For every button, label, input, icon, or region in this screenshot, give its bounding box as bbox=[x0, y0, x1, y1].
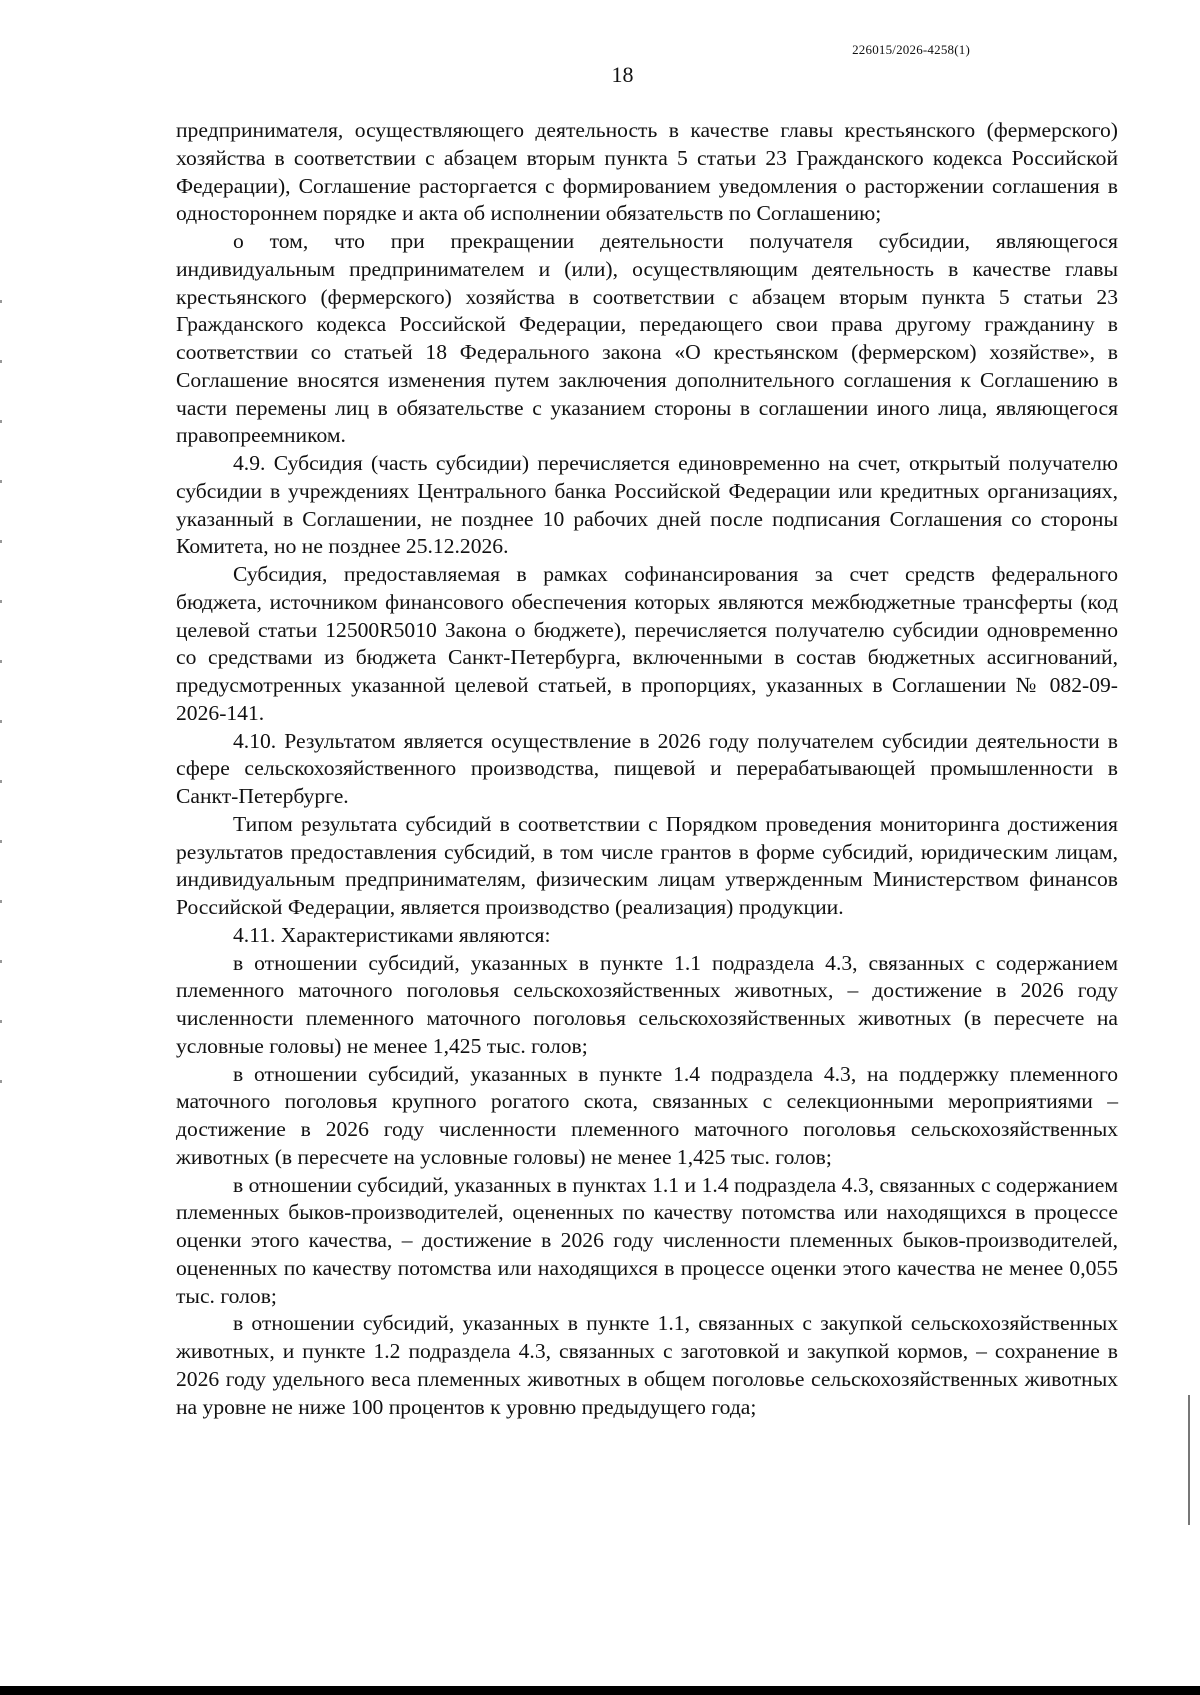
paragraph: в отношении субсидий, указанных в пункте 1.4 подраздела 4.3, на поддержку племенного маточного поголовья крупного рогатого скота, связанных с селекционными мероприятиями – достижение в 2026 году численности племенного маточного поголовья сельскохозяйственных животных (в пересчете на условные головы) не менее 1,425 тыс. голов; bbox=[176, 1061, 1118, 1169]
paragraph: Типом результата субсидий в соответствии с Порядком проведения мониторинга достижения результатов предоставления субсидий, в том числе грантов в форме субсидий, юридическим лицам, индивидуальным предпринимателям, физическим лицам утвержденным Министерством финансов Российской Федерации, является производство (реализация) продукции. bbox=[176, 811, 1118, 919]
paragraph: о том, что при прекращении деятельности получателя субсидии, являющегося индивидуальным предпринимателем и (или), осуществляющим деятельность в качестве главы крестьянского (фермерского) хозяйства в соответствии с абзацем вторым пункта 5 статьи 23 Гражданского кодекса Российской Федерации, передающего свои права другому гражданину в соответствии со статьей 18 Федерального закона «О крестьянском (фермерском) хозяйстве», в Соглашение вносятся изменения путем заключения дополнительного соглашения к Соглашению в части перемены лиц в обязательстве с указанием стороны в соглашении иного лица, являющегося правопреемником. bbox=[176, 229, 1118, 448]
paragraph: предпринимателя, осуществляющего деятельность в качестве главы крестьянского (фермерского) хозяйства в соответствии с абзацем вторым пункта 5 статьи 23 Гражданского кодекса Российской Федерации), Соглашение расторгается с формированием уведомления о расторжении соглашения в одностороннем порядке и акта об исполнении обязательств по Соглашению; bbox=[176, 118, 1118, 226]
paragraph: в отношении субсидий, указанных в пункте 1.1, связанных с закупкой сельскохозяйственных животных, и пункте 1.2 подраздела 4.3, связанных с заготовкой и закупкой кормов, – сохранение в 2026 году удельного веса племенных животных в общем поголовье сельскохозяйственных животных на уровне не ниже 100 процентов к уровню предыдущего года; bbox=[176, 1311, 1118, 1419]
scan-edge-artifact bbox=[1188, 1395, 1190, 1525]
paragraph: в отношении субсидий, указанных в пунктах 1.1 и 1.4 подраздела 4.3, связанных с содержанием племенных быков-производителей, оцененных по качеству потомства или находящихся в процессе оценки этого качества, – достижение в 2026 году численности племенных быков-производителей, оцененных по качеству потомства или находящихся в процессе оценки этого качества не менее 0,055 тыс. голов; bbox=[176, 1172, 1118, 1308]
paragraph-section-4-9: 4.9. Субсидия (часть субсидии) перечисляется единовременно на счет, открытый получателю субсидии в учреждениях Центрального банка Российской Федерации или кредитных организациях, указанный в Соглашении, не позднее 10 рабочих дней после подписания Соглашения со стороны Комитета, но не позднее 25.12.2026. bbox=[176, 451, 1118, 559]
paragraph-section-4-10: 4.10. Результатом является осуществление в 2026 году получателем субсидии деятельности в сфере сельскохозяйственного производства, пищевой и перерабатывающей промышленности в Санкт-Петербурге. bbox=[176, 728, 1118, 808]
paragraph: Субсидия, предоставляемая в рамках софинансирования за счет средств федерального бюджета, источником финансового обеспечения которых являются межбюджетные трансферты (код целевой статьи 12500R5010 Закона о бюджете), перечисляется получателю субсидии одновременно со средствами из бюджета Санкт-Петербурга, включенными в состав бюджетных ассигнований, предусмотренных указанной целевой статьей, в пропорциях, указанных в Соглашении № 082-09-2026-141. bbox=[176, 562, 1118, 725]
scan-bottom-border bbox=[0, 1686, 1200, 1695]
page-number: 18 bbox=[611, 62, 634, 87]
document-body bbox=[176, 117, 1118, 1421]
scan-edge-artifact bbox=[0, 300, 2, 1120]
paragraph-section-4-11: 4.11. Характеристиками являются: bbox=[233, 922, 551, 947]
paragraph: в отношении субсидий, указанных в пункте 1.1 подраздела 4.3, связанных с содержанием племенного маточного поголовья сельскохозяйственных животных, – достижение в 2026 году численности племенного маточного поголовья сельскохозяйственных животных (в пересчете на условные головы) не менее 1,425 тыс. голов; bbox=[176, 950, 1118, 1058]
document-registration-number: 226015/2026-4258(1) bbox=[852, 42, 970, 57]
